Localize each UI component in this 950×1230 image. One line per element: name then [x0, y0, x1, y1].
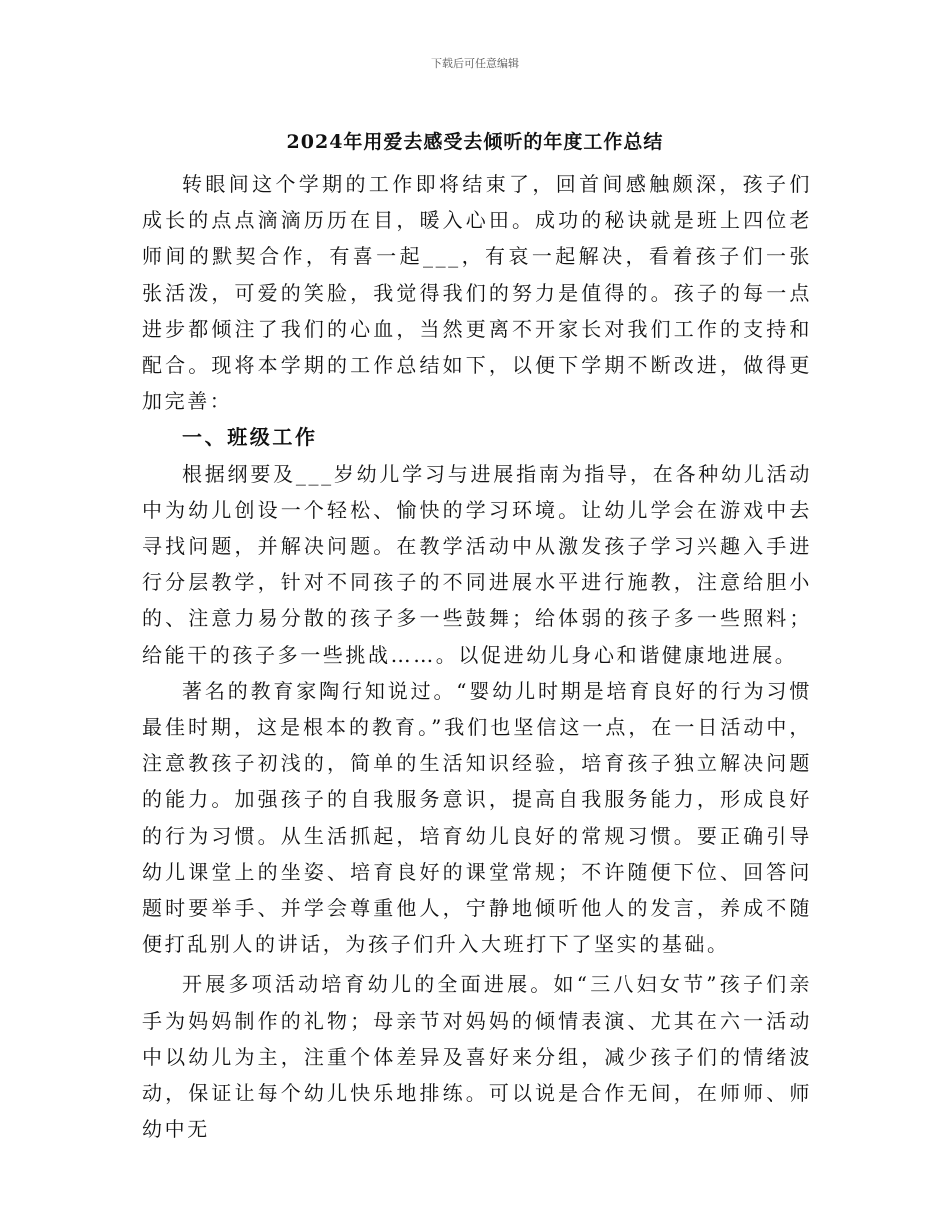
paragraph-intro: 转眼间这个学期的工作即将结束了，回首间感触颇深，孩子们成长的点点滴滴历历在目，暖入心田。成功的秘诀就是班上四位老师间的默契合作，有喜一起___，有哀一起解决，看着孩子们一张张活泼，可爱的笑脸，我觉得我们的努力是值得的。孩子的每一点进步都倾注了我们的心血，当然更离不开家长对我们工作的支持和配合。现将本学期的工作总结如下，以便下学期不断改进，做得更加完善：: [142, 172, 812, 414]
paragraph-1: 根据纲要及___岁幼儿学习与进展指南为指导，在各种幼儿活动中为幼儿创设一个轻松、愉快的学习环境。让幼儿学会在游戏中去寻找问题，并解决问题。在教学活动中从激发孩子学习兴趣入手进行分层教学，针对不同孩子的不同进展水平进行施教，注意给胆小的、注意力易分散的孩子多一些鼓舞；给体弱的孩子多一些照料；给能干的孩子多一些挑战……。以促进幼儿身心和谐健康地进展。: [142, 461, 812, 667]
document-title: 2024年用爱去感受去倾听的年度工作总结: [286, 131, 664, 153]
section-heading-class-work: 一、班级工作: [182, 425, 318, 450]
document-body: [142, 166, 812, 1147]
paragraph-3: 开展多项活动培育幼儿的全面进展。如“三八妇女节”孩子们亲手为妈妈制作的礼物；母亲节对妈妈的倾情表演、尤其在六一活动中以幼儿为主，注重个体差异及喜好来分组，减少孩子们的情绪波动，保证让每个幼儿快乐地排练。可以说是合作无间，在师师、师幼中无: [142, 972, 812, 1142]
header-note: 下载后可任意编辑: [431, 57, 519, 70]
paragraph-2: 著名的教育家陶行知说过。“婴幼儿时期是培育良好的行为习惯最佳时期，这是根本的教育。”我们也坚信这一点，在一日活动中，注意教孩子初浅的，简单的生活知识经验，培育孩子独立解决问题的能力。加强孩子的自我服务意识，提高自我服务能力，形成良好的行为习惯。从生活抓起，培育幼儿良好的常规习惯。要正确引导幼儿课堂上的坐姿、培育良好的课堂常规；不许随便下位、回答问题时要举手、并学会尊重他人，宁静地倾听他人的发言，养成不随便打乱别人的讲话，为孩子们升入大班打下了坚实的基础。: [142, 678, 812, 957]
